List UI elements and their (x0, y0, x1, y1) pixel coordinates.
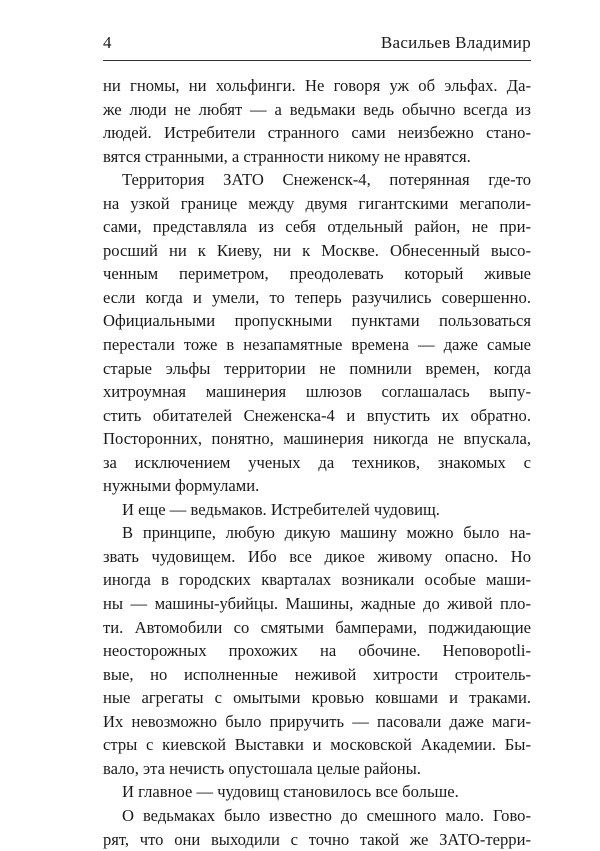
text-line: ни гномы, ни хольфинги. Не говоря уж об эльфах. Да- (103, 74, 531, 98)
text-line: нужными формулами. (103, 474, 531, 498)
author-name: Васильев Владимир (381, 33, 531, 53)
body-text (103, 74, 531, 851)
header-rule (103, 60, 531, 61)
text-line: перестали тоже в незапамятные времена — даже самые (103, 333, 531, 357)
text-line: людей. Истребители странного сами неизбежно стано- (103, 121, 531, 145)
running-head (103, 33, 531, 57)
text-line: ченным периметром, преодолевать который живые (103, 262, 531, 286)
text-line: Посторонних, понятно, машинерия никогда не впускала, (103, 427, 531, 451)
text-line: росший ни к Киеву, ни к Москве. Обнесенный высо- (103, 239, 531, 263)
text-line: вые, но исполненные неживой хитрости строитель- (103, 663, 531, 687)
text-line: на узкой границе между двумя гигантскими мегаполи- (103, 192, 531, 216)
text-line: если когда и умели, то теперь разучились совершенно. (103, 286, 531, 310)
text-line: хитроумная машинерия шлюзов соглашалась выпу- (103, 380, 531, 404)
text-line: же люди не любят — а ведьмаки ведь обычно всегда из (103, 98, 531, 122)
text-line: стры с киевской Выставки и московской Академии. Бы- (103, 733, 531, 757)
text-line: Их невозможно было приручить — пасовали даже маги- (103, 710, 531, 734)
text-line: И главное — чудовищ становилось все больше. (103, 780, 531, 804)
text-line: стить обитателей Снеженска-4 и впустить их обратно. (103, 404, 531, 428)
text-line: сами, представляла из себя отдельный район, не при- (103, 215, 531, 239)
text-line: вало, эта нечисть опустошала целые районы. (103, 757, 531, 781)
text-line: Официальными пропускными пунктами пользоваться (103, 309, 531, 333)
text-line: рят, что они выходили с точно такой же ЗАТО-терри- (103, 828, 531, 851)
page-number: 4 (103, 33, 112, 53)
text-line: за исключением ученых да техников, знакомых с (103, 451, 531, 475)
text-line: ны — машины-убийцы. Машины, жадные до живой пло- (103, 592, 531, 616)
text-line: звать чудовищем. Ибо все дикое живому опасно. Но (103, 545, 531, 569)
text-line: Территория ЗАТО Снеженск-4, потерянная где-то (103, 168, 531, 192)
text-line: И еще — ведьмаков. Истребителей чудовищ. (103, 498, 531, 522)
text-line: ти. Автомобили со смятыми бамперами, поджидающие (103, 616, 531, 640)
text-line: ные агрегаты с омытыми кровью ковшами и траками. (103, 686, 531, 710)
text-line: старые эльфы территории не помнили времен, когда (103, 357, 531, 381)
text-line: О ведьмаках было известно до смешного мало. Гово- (103, 804, 531, 828)
text-line: иногда в городских кварталах возникали особые маши- (103, 568, 531, 592)
text-line: В принципе, любую дикую машину можно было на- (103, 521, 531, 545)
text-line: вятся странными, а странности никому не нравятся. (103, 145, 531, 169)
text-line: неосторожных прохожих на обочине. Неповороtli- (103, 639, 531, 663)
